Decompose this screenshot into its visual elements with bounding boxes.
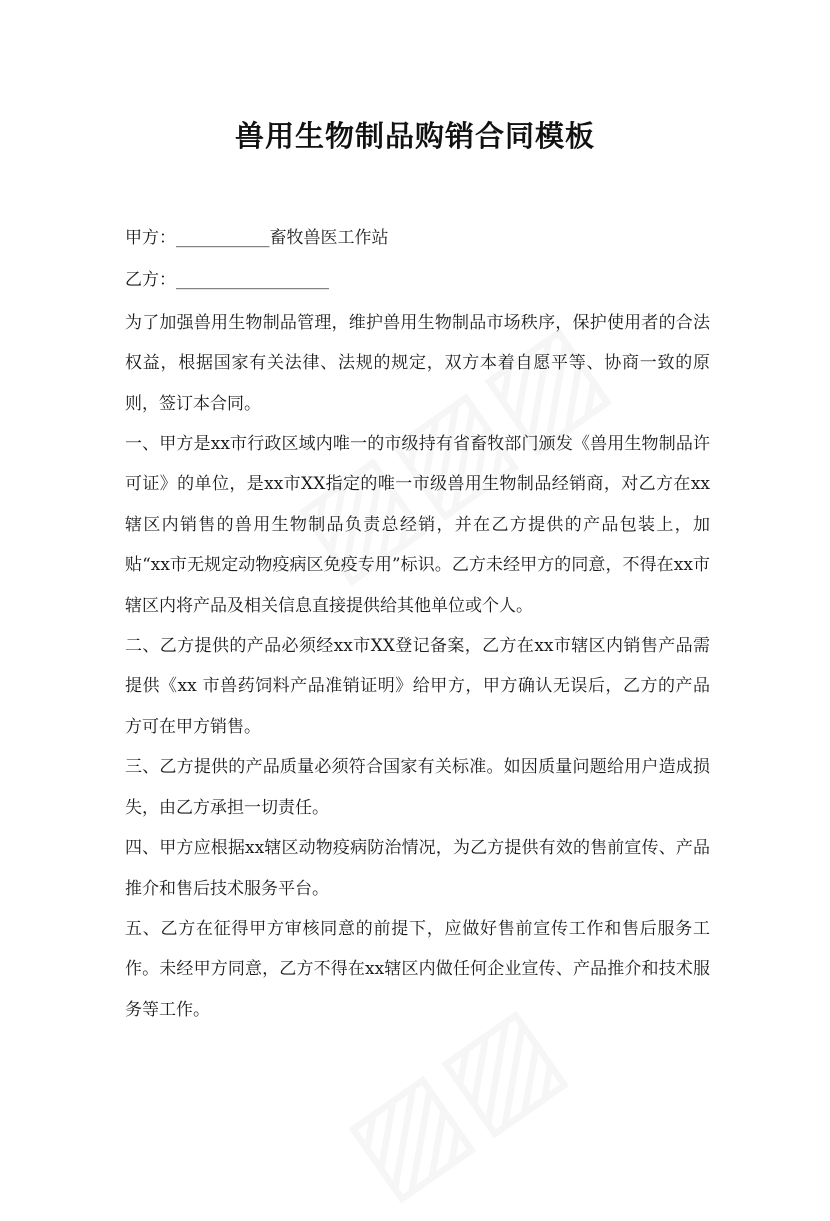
paragraph-clause-5: 五、乙方在征得甲方审核同意的前提下，应做好售前宣传工作和售后服务工作。未经甲方同意，乙方不得在xx辖区内做任何企业宣传、产品推介和技术服务等工作。 <box>125 918 710 1020</box>
paragraph-clause-4: 四、甲方应根据xx辖区动物疫病防治情况，为乙方提供有效的售前宣传、产品推介和售后技术服务平台。 <box>125 838 710 899</box>
paragraph-clause-1: 一、甲方是xx市行政区域内唯一的市级持有省畜牧部门颁发《兽用生物制品许可证》的单位，是xx市XX指定的唯一市级兽用生物制品经销商，对乙方在xx辖区内销售的兽用生物制品负责总经销，并在乙方提供的产品包装上，加贴“xx市无规定动物疫病区免疫专用”标识。乙方未经甲方的同意，不得在xx市辖区内将产品及相关信息直接提供给其他单位或个人。 <box>125 434 710 616</box>
party-b-line: 乙方：__________________ <box>125 270 329 291</box>
document-body <box>125 218 710 1030</box>
document-title: 兽用生物制品购销合同模板 <box>234 119 595 153</box>
paragraph-clause-3: 三、乙方提供的产品质量必须符合国家有关标准。如因质量问题给用户造成损失，由乙方承担一切责任。 <box>125 757 710 818</box>
paragraph-preamble: 为了加强兽用生物制品管理，维护兽用生物制品市场秩序，保护使用者的合法权益，根据国家有关法律、法规的规定，双方本着自愿平等、协商一致的原则，签订本合同。 <box>125 312 710 414</box>
party-a-line: 甲方：___________畜牧兽医工作站 <box>125 228 389 248</box>
paragraph-clause-2: 二、乙方提供的产品必须经xx市XX登记备案，乙方在xx市辖区内销售产品需提供《xx 市兽药饲料产品准销证明》给甲方，甲方确认无误后，乙方的产品方可在甲方销售。 <box>125 636 710 737</box>
